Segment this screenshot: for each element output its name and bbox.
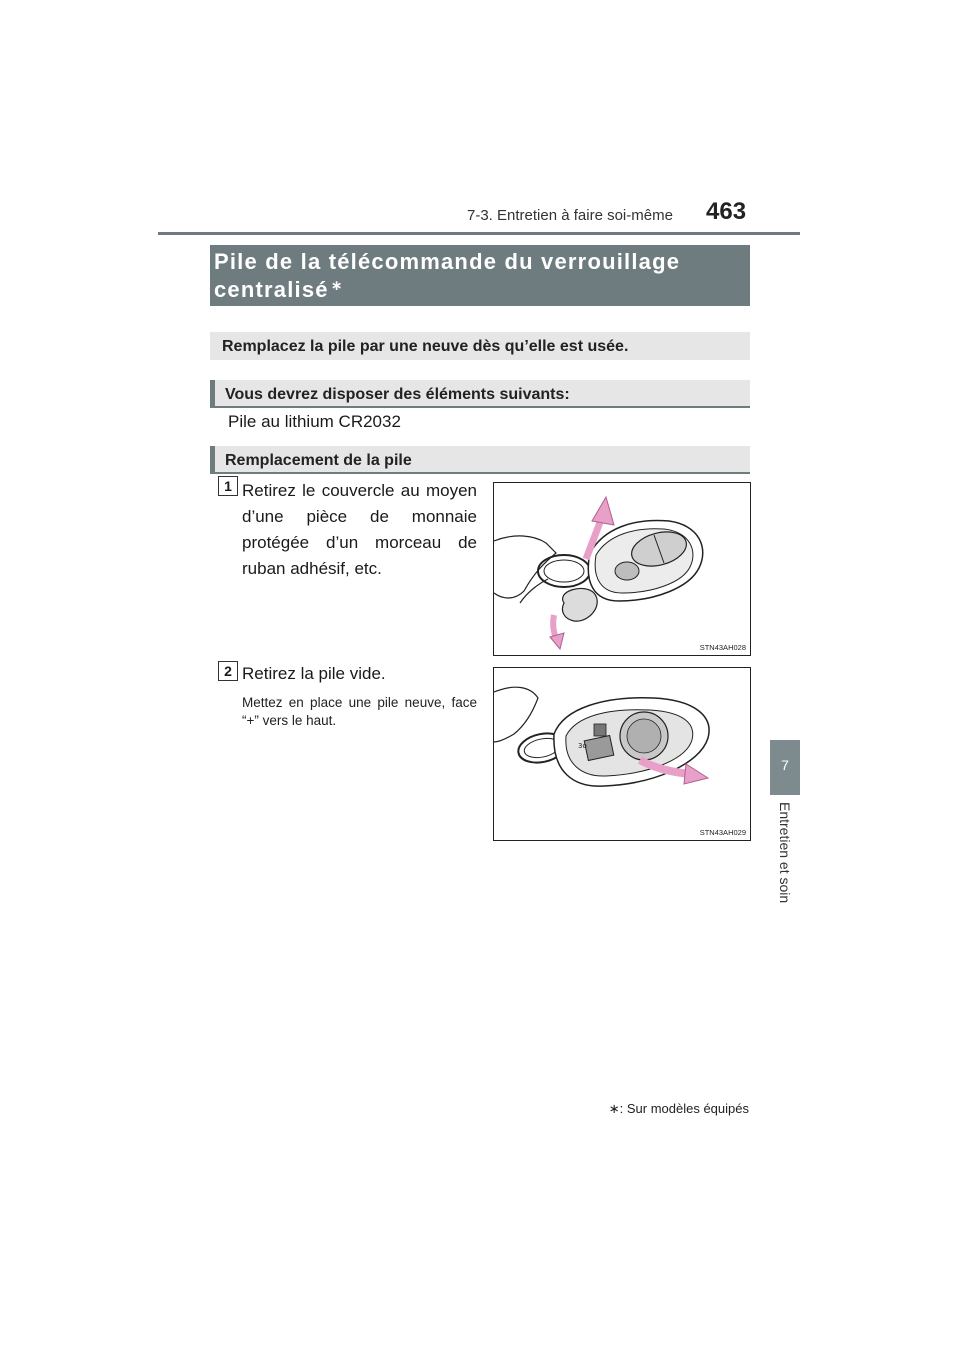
remote-battery-illustration (494, 668, 750, 840)
header-section-title: 7-3. Entretien à faire soi-même (467, 207, 673, 224)
figure-code: STN43AH029 (699, 828, 746, 837)
chapter-number: 7 (781, 757, 789, 773)
step-1-figure (493, 482, 751, 656)
chapter-label (770, 802, 800, 922)
intro-text: Remplacez la pile par une neuve dès qu’elle est usée. (222, 338, 629, 355)
figure-code: STN43AH028 (699, 643, 746, 652)
remote-cover-illustration (494, 483, 750, 655)
band-underline (210, 472, 750, 474)
items-heading: Vous devrez disposer des éléments suivants: (225, 386, 570, 403)
footnote: ∗: Sur modèles équipés (608, 1101, 749, 1116)
band-bar (210, 380, 215, 406)
section-title-line1: Pile de la télécommande du verrouillage (214, 249, 681, 274)
svg-text:3o: 3o (578, 742, 587, 750)
intro-band (210, 332, 750, 360)
section-title-box (210, 245, 750, 306)
replacement-heading: Remplacement de la pile (225, 452, 412, 469)
page-number: 463 (706, 198, 747, 225)
header-rule (158, 232, 800, 235)
step-2-number: 2 (218, 661, 238, 681)
items-band (210, 380, 750, 406)
step-2-note: Mettez en place une pile neuve, face “+” vers le haut. (242, 695, 477, 728)
section-title-line2 (214, 277, 344, 303)
band-bar (210, 446, 215, 472)
replacement-band (210, 446, 750, 472)
band-underline (210, 406, 750, 408)
step-2-text: Retirez la pile vide. (242, 664, 386, 683)
step-1-number: 1 (218, 476, 238, 496)
step-1-text: Retirez le couvercle au moyen d’une pièce de monnaie protégée d’un morceau de ruban adhésif, etc. (242, 481, 477, 578)
step-2-figure (493, 667, 751, 841)
section-title-line2-text: centralisé (214, 277, 329, 302)
chapter-label-text: Entretien et soin (777, 802, 793, 904)
items-list-text: Pile au lithium CR2032 (228, 412, 401, 431)
asterisk-marker: ∗ (330, 277, 344, 293)
